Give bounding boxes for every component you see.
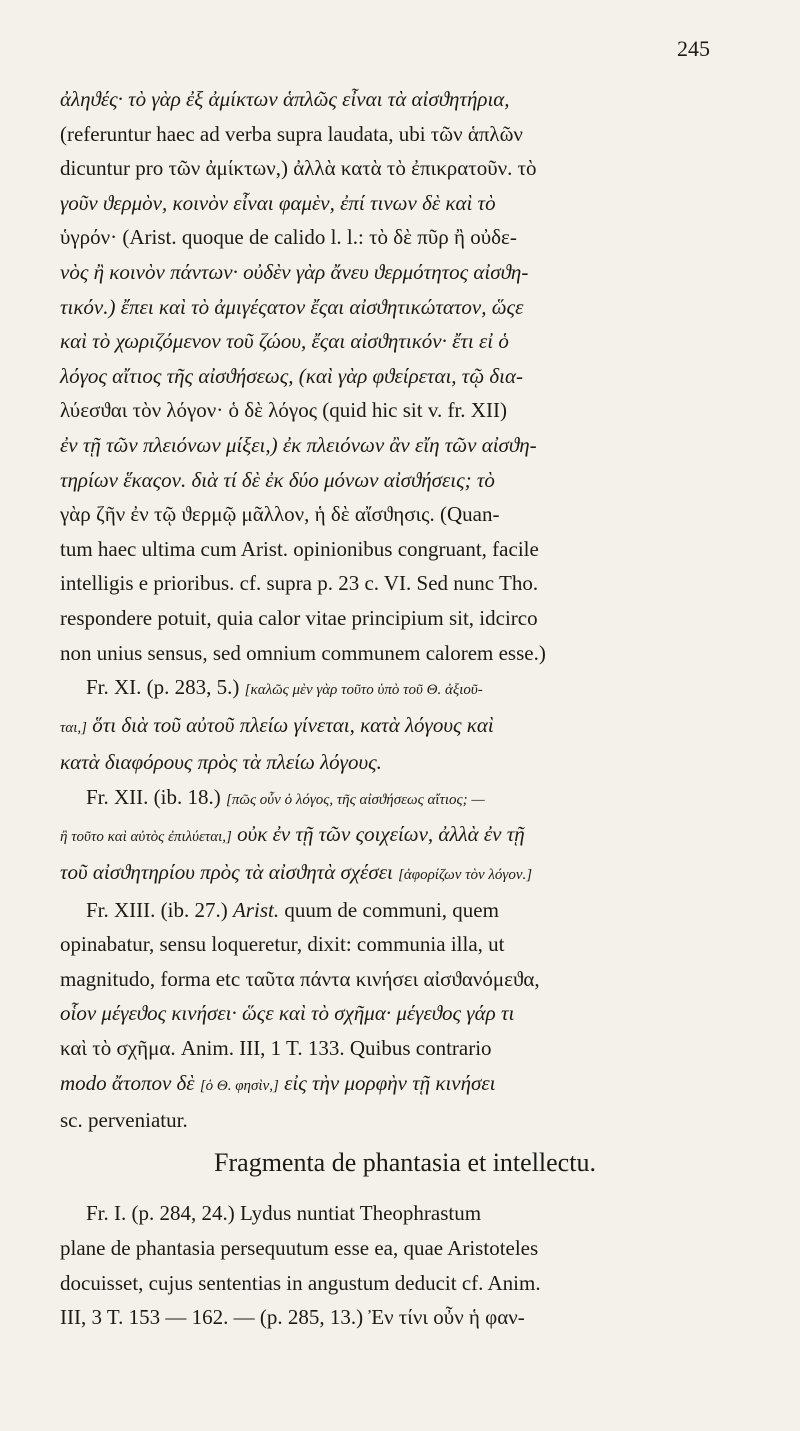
text-line: γοῦν ϑερμὸν, κοινὸν εἶναι φαμὲν, ἐπί τινων δὲ καὶ τὸ xyxy=(60,190,496,215)
text-line: sc. perveniatur. xyxy=(60,1108,188,1133)
text-line: καὶ τὸ χωριζόμενον τοῦ ζώου, ἔςαι αἰσϑητικόν· ἔτι εἰ ὁ xyxy=(60,329,509,354)
text-line: docuisset, cujus sententias in angustum deducit cf. Anim. xyxy=(60,1270,541,1295)
text-line: τικόν.) ἔπει καὶ τὸ ἀμιγέςατον ἔςαι αἰσϑητικώτατον, ὥςε xyxy=(60,294,524,319)
text-line: dicuntur pro τῶν ἀμίκτων,) ἀλλὰ κατὰ τὸ ἐπικρατοῦν. τὸ xyxy=(60,156,537,181)
fragment-label: Fr. XIII. (ib. 27.) xyxy=(86,897,228,922)
text-line: tum haec ultima cum Arist. opinionibus congruant, facile xyxy=(60,536,539,561)
text-line: λόγος αἴτιος τῆς αἰσϑήσεως, (καὶ γὰρ φϑείρεται, τῷ δια- xyxy=(60,363,524,388)
author-name: Arist. xyxy=(232,897,280,922)
text-line: non unius sensus, sed omnium communem calorem esse.) xyxy=(60,640,546,665)
text-line: opinabatur, sensu loqueretur, dixit: communia illa, ut xyxy=(60,932,505,957)
bracket-note: [καλῶς μὲν γὰρ τοῦτο ὑπὸ τοῦ Θ. ἀξιοῦ- xyxy=(244,682,483,699)
text-line: ἀληϑές· τὸ γὰρ ἐξ ἀμίκτων ἁπλῶς εἶναι τὰ αἰσϑητήρια, xyxy=(60,87,510,111)
text-line: λύεσϑαι τὸν λόγον· ὁ δὲ λόγος (quid hic sit v. fr. XII) xyxy=(60,398,507,423)
text-line: Fr. I. (p. 284, 24.) Lydus nuntiat Theophrastum xyxy=(86,1201,482,1225)
text-line: modo ἄτοπον δὲ [ὁ Θ. φησὶν,] εἰς τὴν μορφὴν τῇ κινήσει xyxy=(60,1070,496,1095)
text-line: plane de phantasia persequutum esse ea, quae Aristoteles xyxy=(60,1235,539,1260)
text-line: ἐν τῇ τῶν πλειόνων μίξει,) ἐκ πλειόνων ἂν εἴη τῶν αἰσϑη- xyxy=(60,432,537,457)
text-line: ται,] ὅτι διὰ τοῦ αὐτοῦ πλείω γίνεται, κατὰ λόγους καὶ xyxy=(60,712,494,737)
page-number: 245 xyxy=(677,36,710,61)
fragment-xi xyxy=(60,670,750,708)
text-line: νὸς ἢ κοινὸν πάντων· οὐδὲν γὰρ ἄνευ ϑερμότητος αἰσϑη- xyxy=(60,259,529,284)
body-text xyxy=(60,82,750,1138)
text-line: (referuntur haec ad verba supra laudata, ubi τῶν ἁπλῶν xyxy=(60,121,523,146)
bracket-note: [πῶς οὖν ὁ λόγος, τῆς αἰσϑήσεως αἴτιος; — xyxy=(226,791,485,808)
text-line: III, 3 T. 153 — 162. — (p. 285, 13.) Ἐν τίνι οὖν ἡ φαν- xyxy=(60,1305,525,1330)
text-line: respondere potuit, quia calor vitae principium sit, idcirco xyxy=(60,605,538,630)
text-line: τηρίων ἕκαςον. διὰ τί δὲ ἐκ δύο μόνων αἰσϑήσεις; τὸ xyxy=(60,467,495,492)
text-line: ὑγρόν· (Arist. quoque de calido l. l.: τὸ δὲ πῦρ ἢ οὐδε- xyxy=(60,225,517,250)
fragment-label: Fr. XII. (ib. 18.) xyxy=(86,784,221,809)
text-line: γὰρ ζῆν ἐν τῷ ϑερμῷ μᾶλλον, ἡ δὲ αἴσϑησις. (Quan- xyxy=(60,502,500,527)
text-line: intelligis e prioribus. cf. supra p. 23 c. VI. Sed nunc Tho. xyxy=(60,571,539,596)
fragment-xiii: Fr. XIII. (ib. 27.) Arist. quum de communi, quem xyxy=(86,897,499,922)
text-line: magnitudo, forma etc ταῦτα πάντα κινήσει αἰσϑανόμεϑα, xyxy=(60,966,540,991)
fragment-label: Fr. XI. (p. 283, 5.) xyxy=(86,675,240,700)
fragment-i-text xyxy=(60,1196,750,1335)
text-line: ἢ τοῦτο καὶ αὐτὸς ἐπιλύεται,] οὐκ ἐν τῇ τῶν ςοιχείων, ἀλλὰ ἐν τῇ xyxy=(60,822,525,847)
section-heading: Fragmenta de phantasia et intellectu. xyxy=(214,1148,596,1177)
text-line: καὶ τὸ σχῆμα. Anim. III, 1 T. 133. Quibus contrario xyxy=(60,1036,492,1061)
text-line: οἷον μέγεϑος κινήσει· ὥςε καὶ τὸ σχῆμα· μέγεϑος γάρ τι xyxy=(60,1001,515,1026)
fragment-xii xyxy=(60,780,750,818)
text-line: τοῦ αἰσϑητηρίου πρὸς τὰ αἰσϑητὰ σχέσει [ἀφορίζων τὸν λόγον.] xyxy=(60,860,533,885)
text-line: κατὰ διαφόρους πρὸς τὰ πλείω λόγους. xyxy=(60,750,382,775)
